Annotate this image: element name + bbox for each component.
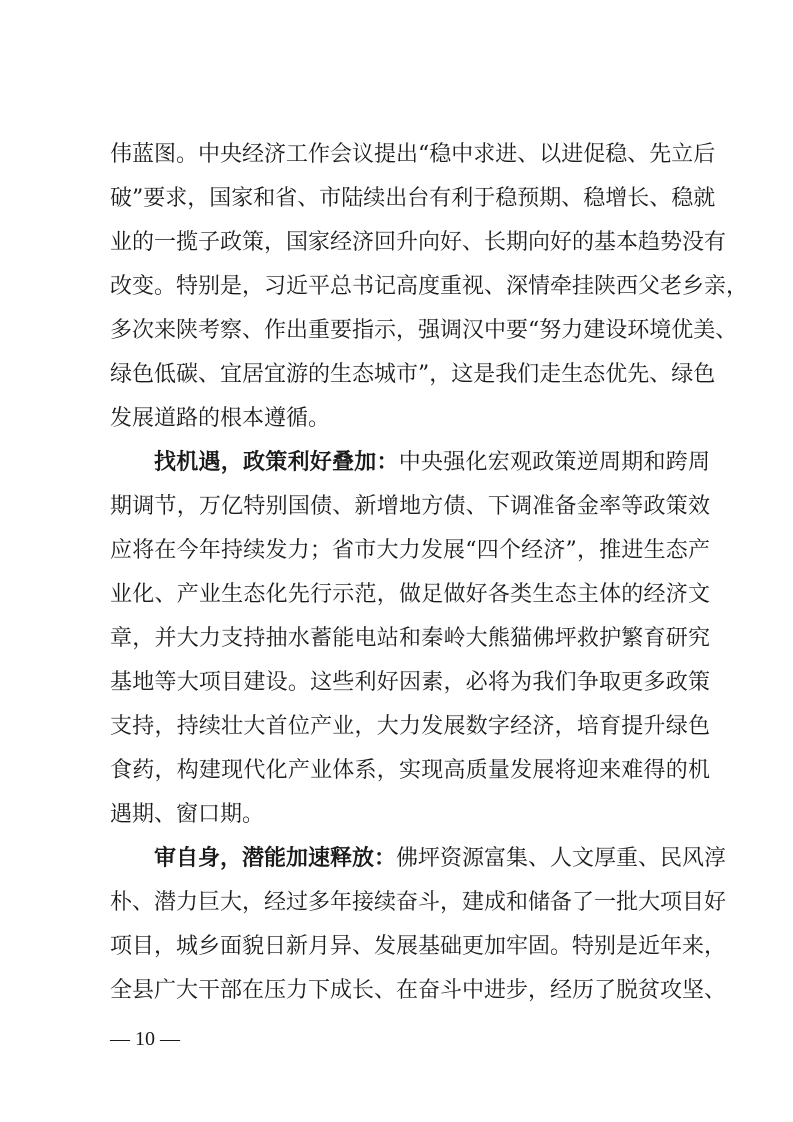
paragraph-1-line-4: 改变。特别是，习近平总书记高度重视、深情牵挂陕西父老乡亲， xyxy=(110,274,749,299)
paragraph-1-line-2: 破”要求，国家和省、市陆续出台有利于稳预期、稳增长、稳就 xyxy=(110,186,716,211)
paragraph-2-line-9: 遇期、窗口期。 xyxy=(110,802,265,827)
paragraph-3-line-2: 朴、潜力巨大，经过多年接续奋斗，建成和储备了一批大项目好 xyxy=(110,890,727,915)
paragraph-2-line-5: 章，并大力支持抽水蓄能电站和秦岭大熊猫佛坪救护繁育研究 xyxy=(110,626,710,651)
paragraph-2-line-7: 支持，持续壮大首位产业，大力发展数字经济，培育提升绿色 xyxy=(110,714,710,739)
paragraph-2-line-8: 食药，构建现代化产业体系，实现高质量发展将迎来难得的机 xyxy=(110,758,710,783)
paragraph-3-line-4: 全县广大干部在压力下成长、在奋斗中进步，经历了脱贫攻坚、 xyxy=(110,978,727,1003)
paragraph-1-line-3: 业的一揽子政策，国家经济回升向好、长期向好的基本趋势没有 xyxy=(110,230,727,255)
paragraph-3-heading: 审自身，潜能加速释放： xyxy=(154,846,397,871)
paragraph-2-line-1: 中央强化宏观政策逆周期和跨周 xyxy=(398,450,710,475)
paragraph-1-line-6: 绿色低碳、宜居宜游的生态城市”，这是我们走生态优先、绿色 xyxy=(110,362,716,387)
paragraph-3-first-line xyxy=(154,844,727,874)
paragraph-1-line-7: 发展道路的根本遵循。 xyxy=(110,406,331,431)
paragraph-2-heading: 找机遇，政策利好叠加： xyxy=(154,450,399,475)
paragraph-2-line-6: 基地等大项目建设。这些利好因素，必将为我们争取更多政策 xyxy=(110,670,710,695)
paragraph-2-line-2: 期调节，万亿特别国债、新增地方债、下调准备金率等政策效 xyxy=(110,494,710,519)
page-number: — 10 — xyxy=(110,1028,180,1050)
paragraph-2-line-4: 业化、产业生态化先行示范，做足做好各类生态主体的经济文 xyxy=(110,582,710,607)
paragraph-3-line-1: 佛坪资源富集、人文厚重、民风淳 xyxy=(396,846,727,871)
paragraph-2-line-3: 应将在今年持续发力；省市大力发展“四个经济”，推进生态产 xyxy=(110,538,710,563)
paragraph-2-first-line xyxy=(154,448,710,478)
paragraph-3-line-3: 项目，城乡面貌日新月异、发展基础更加牢固。特别是近年来， xyxy=(110,934,727,959)
paragraph-1-line-5: 多次来陕考察、作出重要指示，强调汉中要“努力建设环境优美、 xyxy=(110,318,738,343)
paragraph-1-line-1: 伟蓝图。中央经济工作会议提出“稳中求进、以进促稳、先立后 xyxy=(110,142,716,167)
